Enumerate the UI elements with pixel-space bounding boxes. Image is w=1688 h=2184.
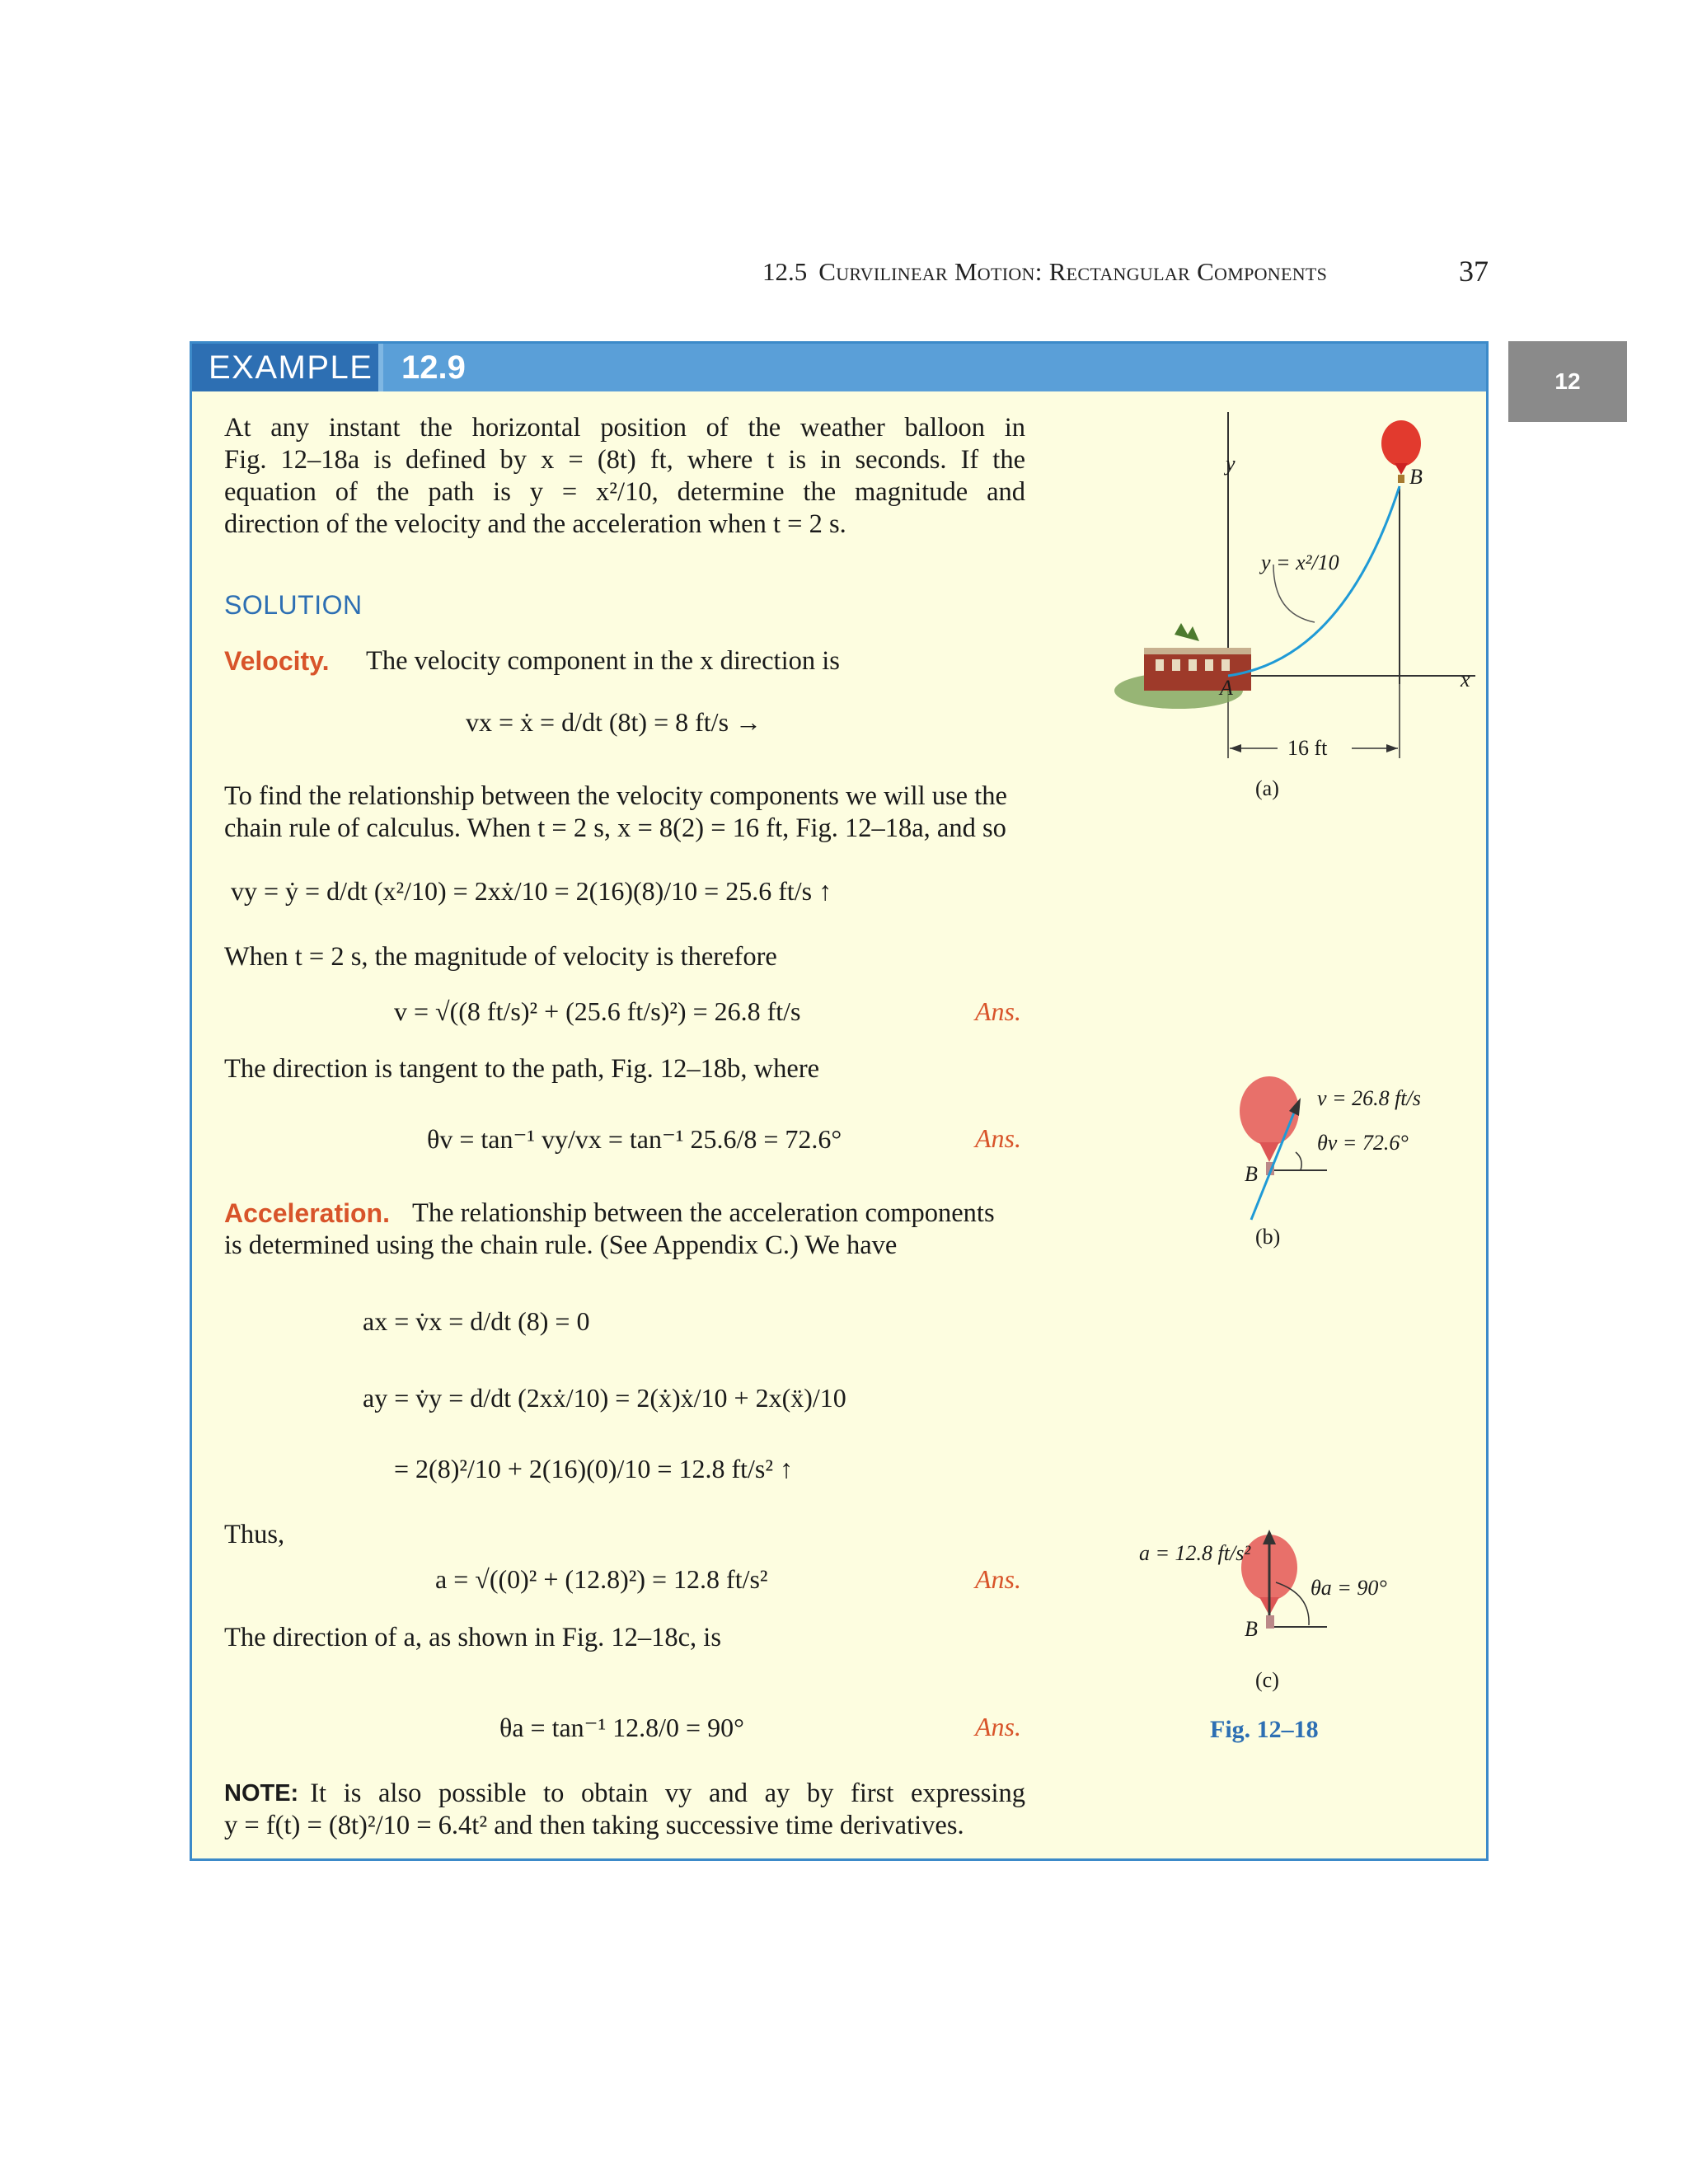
figure-b-theta-label: θv = 72.6° <box>1317 1131 1409 1155</box>
figure-b-label: (b) <box>1255 1225 1281 1249</box>
figure-a-dimension: 16 ft <box>1287 736 1328 760</box>
figure-caption: Fig. 12–18 <box>1210 1716 1319 1743</box>
equation-theta-v: θv = tan⁻¹ vy/vx = tan⁻¹ 25.6/8 = 72.6° <box>427 1124 842 1154</box>
velocity-intro: The velocity component in the x direction is <box>366 646 840 676</box>
figure-c-theta-label: θa = 90° <box>1311 1576 1387 1600</box>
balloon-path <box>1228 486 1400 676</box>
answer-label-a: Ans. <box>975 1564 1021 1594</box>
answer-label-v: Ans. <box>975 996 1021 1026</box>
figure-b-v-label: v = 26.8 ft/s <box>1317 1086 1421 1110</box>
figure-a-path-label: y = x²/10 <box>1261 551 1339 574</box>
velocity-para-line-1: To find the relationship between the velocity components we will use the <box>224 781 1007 811</box>
problem-line-3: equation of the path is y = x²/10, determine the magnitude and <box>224 477 1025 507</box>
figure-a-point-a: A <box>1220 676 1233 700</box>
figure-b-point-b: B <box>1245 1162 1258 1186</box>
figure-c-a-label: a = 12.8 ft/s² <box>1139 1541 1251 1565</box>
velocity-direction-text: The direction is tangent to the path, Fig. 12–18b, where <box>224 1054 820 1084</box>
velocity-heading: Velocity. <box>224 646 330 676</box>
answer-label-theta-a: Ans. <box>975 1712 1021 1741</box>
section-title: Curvilinear Motion: Rectangular Components <box>818 257 1328 286</box>
example-number: 12.9 <box>383 344 1486 391</box>
running-head <box>762 257 1327 287</box>
answer-label-theta-v: Ans. <box>975 1123 1021 1153</box>
problem-line-4: direction of the velocity and the acceleration when t = 2 s. <box>224 509 846 539</box>
equation-a: a = √((0)² + (12.8)²) = 12.8 ft/s² <box>435 1564 768 1594</box>
note-text-1: It is also possible to obtain vy and ay by first expressing <box>310 1779 1025 1808</box>
example-label: EXAMPLE <box>192 344 378 391</box>
problem-line-2: Fig. 12–18a is defined by x = (8t) ft, where t is in seconds. If the <box>224 445 1025 475</box>
figure-a-y-label: y <box>1226 452 1236 476</box>
section-number: 12.5 <box>762 257 808 286</box>
acceleration-text-line-2: is determined using the chain rule. (See Appendix C.) We have <box>224 1230 898 1260</box>
velocity-para-line-2: chain rule of calculus. When t = 2 s, x = 8(2) = 16 ft, Fig. 12–18a, and so <box>224 813 1006 843</box>
note-line-2: y = f(t) = (8t)²/10 = 6.4t² and then taking successive time derivatives. <box>224 1811 964 1840</box>
chapter-tab: 12 <box>1508 341 1627 422</box>
balloon <box>1381 420 1421 466</box>
velocity-magnitude-text: When t = 2 s, the magnitude of velocity is therefore <box>224 942 777 972</box>
acceleration-direction-text: The direction of a, as shown in Fig. 12–18c, is <box>224 1623 721 1652</box>
equation-ay: ay = v̇y = d/dt (2xẋ/10) = 2(ẋ)ẋ/10 + 2x(ẍ)/10 <box>363 1383 846 1413</box>
thus-text: Thus, <box>224 1520 285 1549</box>
equation-vy: vy = ẏ = d/dt (x²/10) = 2xẋ/10 = 2(16)(8)/10 = 25.6 ft/s ↑ <box>231 876 832 906</box>
figure-a-x-label: x <box>1461 668 1470 691</box>
note-line-1 <box>224 1778 1025 1810</box>
figure-c-label: (c) <box>1255 1668 1279 1692</box>
equation-ay-result: = 2(8)²/10 + 2(16)(0)/10 = 12.8 ft/s² ↑ <box>394 1454 793 1483</box>
equation-v: v = √((8 ft/s)² + (25.6 ft/s)²) = 26.8 ft/s <box>394 996 801 1026</box>
acceleration-heading: Acceleration. <box>224 1198 390 1228</box>
figure-a-point-b: B <box>1409 465 1423 489</box>
page-number: 37 <box>1459 255 1489 288</box>
figure-a-label: (a) <box>1255 776 1279 800</box>
problem-line-1: At any instant the horizontal position of the weather balloon in <box>224 413 1025 443</box>
building <box>1144 653 1251 691</box>
equation-theta-a: θa = tan⁻¹ 12.8/0 = 90° <box>499 1713 744 1742</box>
equation-ax: ax = v̇x = d/dt (8) = 0 <box>363 1306 590 1336</box>
example-header <box>192 344 1486 391</box>
figure-c-point-b: B <box>1245 1617 1258 1641</box>
solution-heading: SOLUTION <box>224 590 363 620</box>
equation-vx: vx = ẋ = d/dt (8t) = 8 ft/s → <box>466 707 762 737</box>
acceleration-text-line-1: The relationship between the acceleration components <box>412 1198 995 1228</box>
note-label: NOTE: <box>224 1780 299 1807</box>
